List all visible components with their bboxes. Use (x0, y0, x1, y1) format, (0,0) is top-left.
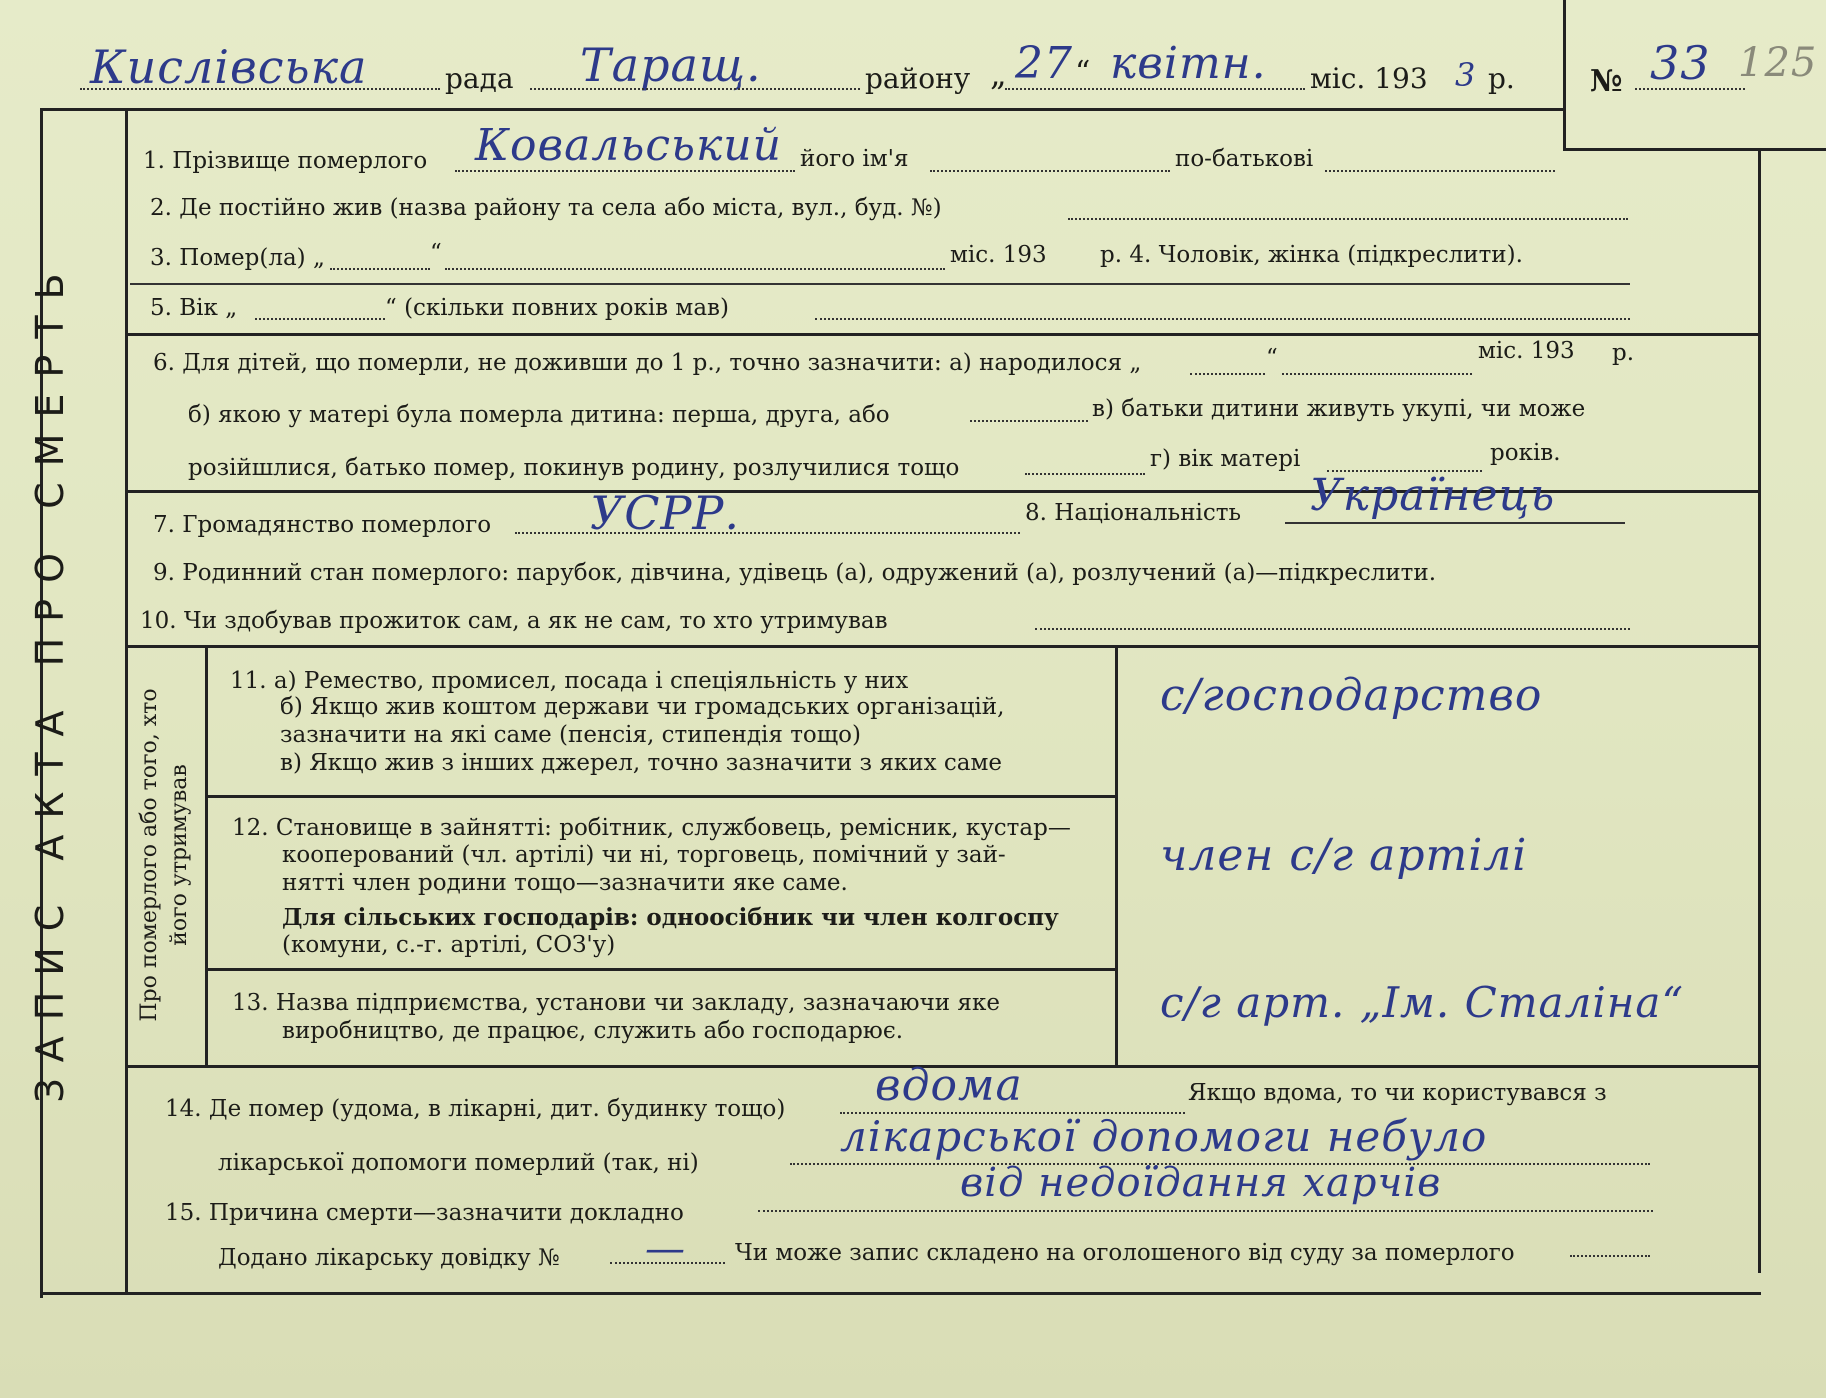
f11-a: 11. а) Ремество, промисел, посада і спеціяльність у них (230, 668, 909, 694)
hw-surname: Ковальський (475, 120, 782, 171)
f5-label: 5. Вік „ (150, 295, 238, 321)
r-label: р. (1488, 62, 1515, 95)
f6b-label: б) якою у матері була померла дитина: перша, друга, або (188, 402, 890, 428)
f12-line5: (комуни, с.-г. артілі, СОЗ'у) (282, 932, 616, 958)
rada-label: рада (445, 62, 514, 95)
side-title: ЗАПИС АКТА ПРО СМЕРТЬ (28, 257, 72, 1103)
hw-number: 33 (1650, 36, 1711, 90)
f1-patronymic: по-батькові (1175, 146, 1314, 172)
f3-gender: р. 4. Чоловік, жінка (підкреслити). (1100, 242, 1523, 268)
f3-label: 3. Помер(ла) „ (150, 245, 325, 271)
f3-quote: “ (430, 240, 442, 266)
hw-district: Таращ. (580, 38, 762, 92)
f10-label: 10. Чи здобував прожиток сам, а як не сам, то хто утримував (140, 608, 888, 634)
f6-mis: міс. 193 (1478, 338, 1575, 364)
hw-citizenship: УСРР. (590, 486, 740, 540)
f8-label: 8. Національність (1025, 500, 1242, 526)
quote-open: „ (990, 55, 1007, 93)
hw-enterprise: с/г арт. „Ім. Сталіна“ (1160, 978, 1684, 1027)
f11-b1: б) Якщо жив коштом держави чи громадських організацій, (280, 694, 1005, 720)
f11-v: в) Якщо жив з інших джерел, точно зазначити з яких саме (280, 750, 1002, 776)
raionu-label: району (865, 62, 971, 95)
hw-number-2: 125 (1738, 40, 1818, 86)
f3-mis: міс. 193 (950, 242, 1047, 268)
f6v-label: в) батьки дитини живуть укупі, чи може (1092, 396, 1586, 422)
f16-rest: Чи може запис складено на оголошеного від суду за померлого (735, 1240, 1515, 1266)
f14-rest: Якщо вдома, то чи користувався з (1188, 1080, 1607, 1106)
f1-name: його ім'я (800, 146, 909, 172)
number-label: № (1590, 64, 1623, 99)
f2-label: 2. Де постійно жив (назва району та села або міста, вул., буд. №) (150, 195, 942, 221)
f6c-label: розійшлися, батько помер, покинув родину, розлучилися тощо (188, 455, 960, 481)
f6-quote: “ (1266, 345, 1278, 371)
hw-month: квітн. (1110, 38, 1267, 89)
f16-label: Додано лікарську довідку № (218, 1245, 560, 1271)
f9-label: 9. Родинний стан померлого: парубок, дівчина, удівець (а), одружений (а), розлучений (а)—підкреслити. (153, 560, 1437, 586)
f13-line2: виробництво, де працює, служить або господарює. (282, 1018, 904, 1044)
f15-label: 15. Причина смерти—зазначити докладно (165, 1200, 684, 1226)
hw-village: Кислівська (90, 40, 368, 94)
f13-line1: 13. Назва підприємства, установи чи закладу, зазначаючи яке (232, 990, 1000, 1016)
hw-cause: від недоїдання харчів (960, 1160, 1442, 1206)
quote-close: “ (1075, 55, 1091, 90)
f6-r: р. (1612, 340, 1635, 366)
f12-line3: нятті член родини тощо—зазначити яке саме. (282, 870, 848, 896)
f7-label: 7. Громадянство померлого (153, 512, 492, 538)
hw-medical-help: лікарської допомоги небуло (840, 1112, 1488, 1161)
f12-line1: 12. Становище в зайнятті: робітник, службовець, ремісник, кустар— (232, 815, 1071, 841)
f5-rest: “ (скільки повних років мав) (385, 295, 729, 321)
hw-place-death: вдома (875, 1060, 1023, 1111)
f6g-years: років. (1490, 440, 1561, 466)
f11-b2: зазначити на які саме (пенсія, стипендія тощо) (280, 722, 861, 748)
f6g-label: г) вік матері (1150, 446, 1301, 472)
mis-label: міс. 193 (1310, 62, 1428, 95)
hw-day: 27 (1015, 38, 1073, 89)
f14-label: 14. Де помер (удома, в лікарні, дит. будинку тощо) (165, 1096, 786, 1122)
hw-year: 3 (1455, 56, 1477, 94)
hw-occupation: с/господарство (1160, 670, 1543, 721)
hw-certificate-no: — (645, 1226, 686, 1272)
hw-nationality: Українець (1310, 470, 1556, 521)
side-subtitle: Про померлого або того, хто його утримував (137, 688, 192, 1022)
f1-label: 1. Прізвище померлого (143, 148, 428, 174)
f12-line4: Для сільських господарів: одноосібник чи член колгоспу (282, 904, 1059, 931)
f14b-label: лікарської допомоги померлий (так, ні) (218, 1150, 699, 1176)
f12-line2: кооперований (чл. артілі) чи ні, торговець, помічний у зай- (282, 842, 1006, 868)
hw-status: член с/г артілі (1160, 830, 1528, 881)
f6-label: 6. Для дітей, що померли, не доживши до 1 р., точно зазначити: а) народилося „ (153, 350, 1142, 376)
